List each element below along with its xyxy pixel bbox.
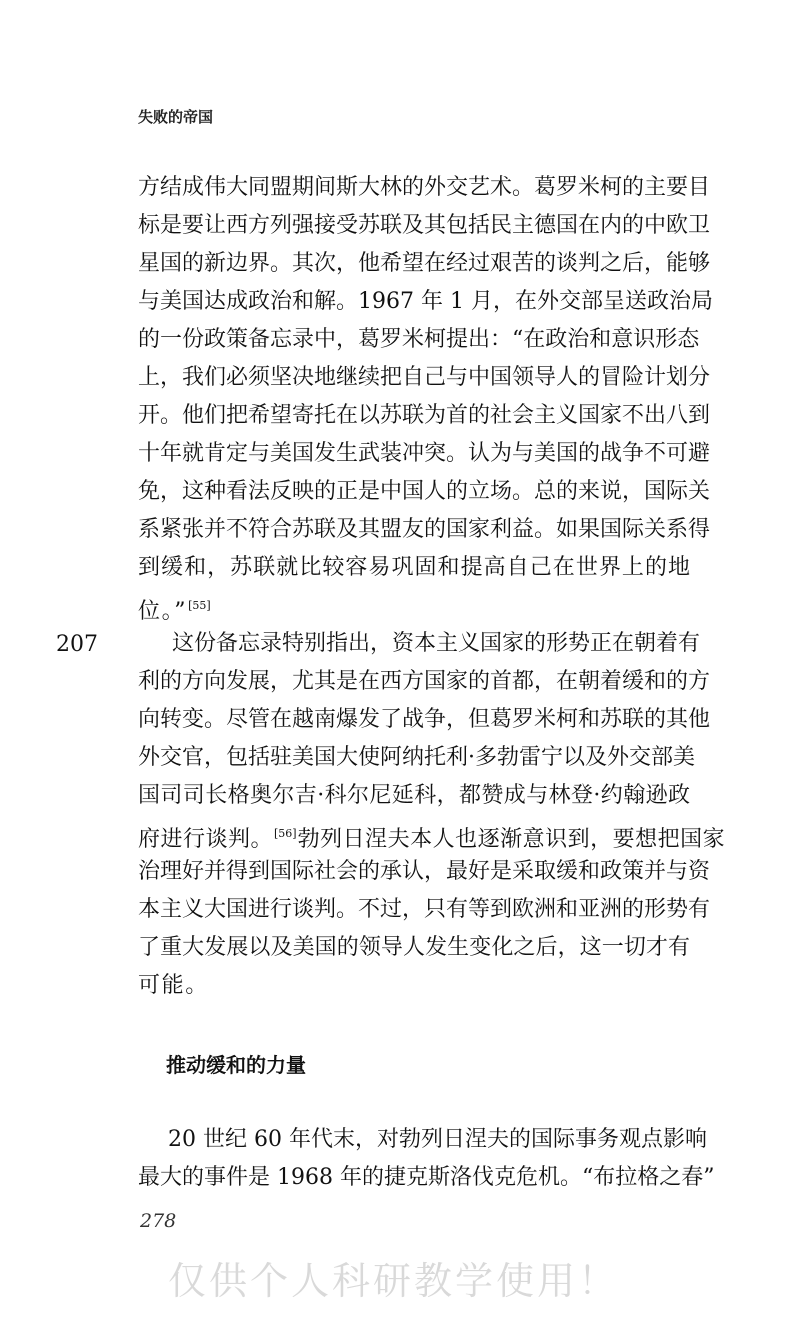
margin-page-reference: 207 <box>56 632 98 657</box>
text-line: 的一份政策备忘录中，葛罗米柯提出：“在政治和意识形态 <box>138 327 700 352</box>
text-span: 府进行谈判。 <box>138 827 274 852</box>
text-line <box>138 819 726 855</box>
text-line: 外交官，包括驻美国大使阿纳托利·多勃雷宁以及外交部美 <box>138 745 695 770</box>
footnote-ref: [55] <box>188 599 211 612</box>
text-line: 本主义大国进行谈判。不过，只有等到欧洲和亚洲的形势有 <box>138 897 711 922</box>
text-line: 方结成伟大同盟期间斯大林的外交艺术。葛罗米柯的主要目 <box>138 175 711 200</box>
page-number: 278 <box>140 1210 177 1232</box>
text-line: 免，这种看法反映的正是中国人的立场。总的来说，国际关 <box>138 479 711 504</box>
text-line: 20 世纪 60 年代末，对勃列日涅夫的国际事务观点影响 <box>168 1127 707 1152</box>
footnote-ref: [56] <box>274 827 297 840</box>
text-line: 上，我们必须坚决地继续把自己与中国领导人的冒险计划分 <box>138 365 711 390</box>
text-line: 利的方向发展，尤其是在西方国家的首都，在朝着缓和的方 <box>138 669 711 694</box>
text-line: 与美国达成政治和解。1967 年 1 月，在外交部呈送政治局 <box>138 289 713 314</box>
text-line: 可能。 <box>138 973 209 998</box>
text-line: 最大的事件是 1968 年的捷克斯洛伐克危机。“布拉格之春” <box>138 1165 715 1190</box>
text-line: 治理好并得到国际社会的承认，最好是采取缓和政策并与资 <box>138 859 711 884</box>
text-line: 向转变。尽管在越南爆发了战争，但葛罗米柯和苏联的其他 <box>138 707 711 732</box>
text-line: 开。他们把希望寄托在以苏联为首的社会主义国家不出八到 <box>138 403 711 428</box>
running-head: 失败的帝国 <box>138 108 214 126</box>
text-line: 这份备忘录特别指出，资本主义国家的形势正在朝着有 <box>172 631 701 656</box>
watermark: 仅供个人科研教学使用！ <box>168 1259 620 1303</box>
text-line: 了重大发展以及美国的领导人发生变化之后，这一切才有 <box>138 935 690 960</box>
text-line: 系紧张并不符合苏联及其盟友的国家利益。如果国际关系得 <box>138 517 711 542</box>
text-line: 标是要让西方列强接受苏联及其包括民主德国在内的中欧卫 <box>138 213 711 238</box>
text-line: 十年就肯定与美国发生武装冲突。认为与美国的战争不可避 <box>138 441 711 466</box>
text-span: 位。” <box>138 599 188 624</box>
section-heading: 推动缓和的力量 <box>166 1053 306 1077</box>
text-line: 国司司长格奥尔吉·科尔尼延科，都赞成与林登·约翰逊政 <box>138 783 690 808</box>
text-line: 到缓和，苏联就比较容易巩固和提高自己在世界上的地 <box>138 555 690 580</box>
text-line <box>138 591 690 627</box>
text-span: 勃列日涅夫本人也逐渐意识到，要想把国家 <box>297 827 726 852</box>
text-line: 星国的新边界。其次，他希望在经过艰苦的谈判之后，能够 <box>138 251 711 276</box>
